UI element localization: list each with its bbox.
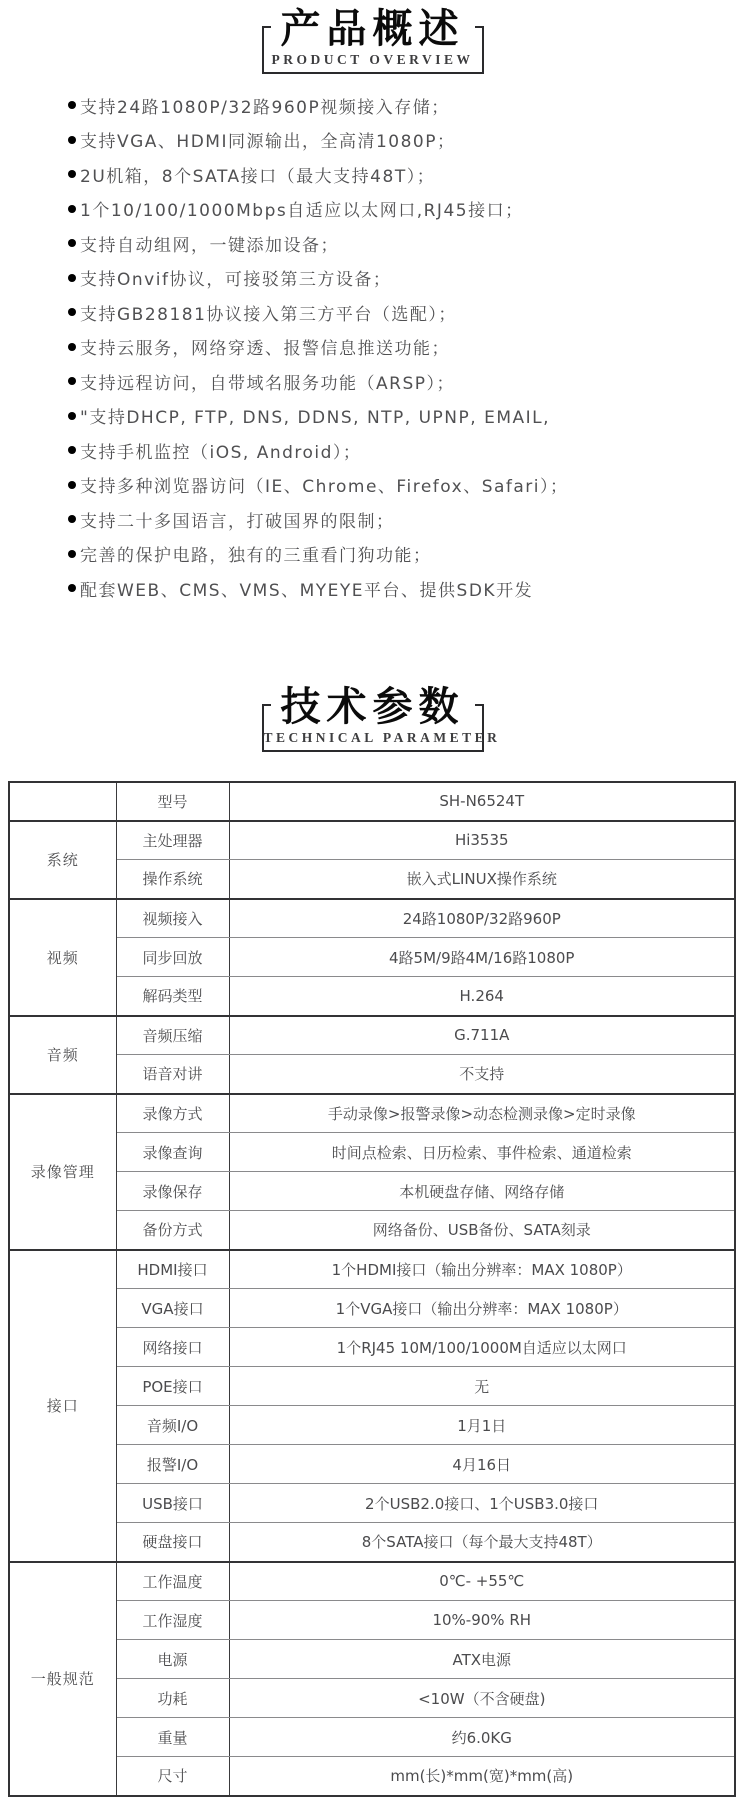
table-row xyxy=(9,1094,735,1133)
feature-item xyxy=(68,157,745,192)
spec-label-cell: 音频压缩 xyxy=(116,1016,229,1055)
spec-label-cell: 音频I/O xyxy=(116,1406,229,1445)
spec-value-cell: 4月16日 xyxy=(229,1445,735,1484)
feature-item xyxy=(68,571,745,606)
spec-value-cell: 时间点检索、日历检索、事件检索、通道检索 xyxy=(229,1133,735,1172)
feature-item xyxy=(68,123,745,158)
table-row xyxy=(9,1250,735,1289)
feature-item xyxy=(68,433,745,468)
spec-value-cell: G.711A xyxy=(229,1016,735,1055)
bullet-icon xyxy=(68,377,76,385)
table-row xyxy=(9,1523,735,1562)
table-row xyxy=(9,1640,735,1679)
feature-item xyxy=(68,537,745,572)
table-row xyxy=(9,1445,735,1484)
feature-text: 支持VGA、HDMI同源输出，全高清1080P； xyxy=(80,132,456,153)
bullet-icon xyxy=(68,481,76,489)
bullet-icon xyxy=(68,446,76,454)
spec-value-cell: 24路1080P/32路960P xyxy=(229,899,735,938)
table-row xyxy=(9,1211,735,1250)
spec-label-cell: 型号 xyxy=(116,782,229,821)
spec-category-cell: 录像管理 xyxy=(9,1094,116,1250)
spec-label-cell: 录像方式 xyxy=(116,1094,229,1133)
spec-category-cell: 一般规范 xyxy=(9,1562,116,1796)
bullet-icon xyxy=(68,308,76,316)
spec-value-cell: 0℃- +55℃ xyxy=(229,1562,735,1601)
table-row xyxy=(9,1289,735,1328)
table-row xyxy=(9,1055,735,1094)
spec-label-cell: 电源 xyxy=(116,1640,229,1679)
feature-list xyxy=(0,88,745,606)
spec-value-cell: 1个RJ45 10M/100/1000M自适应以太网口 xyxy=(229,1328,735,1367)
feature-item xyxy=(68,399,745,434)
table-row xyxy=(9,1679,735,1718)
feature-item xyxy=(68,261,745,296)
spec-value-cell: ATX电源 xyxy=(229,1640,735,1679)
feature-text: 支持24路1080P/32路960P视频接入存储； xyxy=(80,97,450,118)
spec-label-cell: 尺寸 xyxy=(116,1757,229,1796)
bullet-icon xyxy=(68,550,76,558)
bullet-icon xyxy=(68,136,76,144)
spec-value-cell: 1月1日 xyxy=(229,1406,735,1445)
table-row xyxy=(9,1328,735,1367)
bullet-icon xyxy=(68,170,76,178)
feature-text: 支持Onvif协议，可接驳第三方设备； xyxy=(80,270,392,291)
spec-label-cell: 录像查询 xyxy=(116,1133,229,1172)
feature-item xyxy=(68,226,745,261)
spec-value-cell: 手动录像>报警录像>动态检测录像>定时录像 xyxy=(229,1094,735,1133)
spec-label-cell: 主处理器 xyxy=(116,821,229,860)
spec-label-cell: 重量 xyxy=(116,1718,229,1757)
bullet-icon xyxy=(68,515,76,523)
spec-value-cell: 网络备份、USB备份、SATA刻录 xyxy=(229,1211,735,1250)
spec-value-cell: 约6.0KG xyxy=(229,1718,735,1757)
spec-label-cell: 语音对讲 xyxy=(116,1055,229,1094)
spec-category-cell: 接口 xyxy=(9,1250,116,1562)
table-row xyxy=(9,938,735,977)
table-row xyxy=(9,977,735,1016)
spec-label-cell: VGA接口 xyxy=(116,1289,229,1328)
spec-value-cell: H.264 xyxy=(229,977,735,1016)
spec-category-cell: 系统 xyxy=(9,821,116,899)
spec-value-cell: 1个VGA接口（输出分辨率：MAX 1080P） xyxy=(229,1289,735,1328)
feature-text: 支持自动组网，一键添加设备； xyxy=(80,235,339,256)
spec-label-cell: 录像保存 xyxy=(116,1172,229,1211)
table-row xyxy=(9,899,735,938)
feature-item xyxy=(68,502,745,537)
table-row xyxy=(9,1484,735,1523)
feature-text: 配套WEB、CMS、VMS、MYEYE平台、提供SDK开发 xyxy=(80,580,534,601)
bullet-icon xyxy=(68,584,76,592)
table-row xyxy=(9,860,735,899)
overview-subtitle: PRODUCT OVERVIEW xyxy=(271,52,474,67)
spec-value-cell: 2个USB2.0接口、1个USB3.0接口 xyxy=(229,1484,735,1523)
spec-label-cell: HDMI接口 xyxy=(116,1250,229,1289)
feature-text: 支持多种浏览器访问（IE、Chrome、Firefox、Safari）； xyxy=(80,477,569,498)
spec-label-cell: 操作系统 xyxy=(116,860,229,899)
overview-title: 产品概述 xyxy=(271,7,475,51)
spec-label-cell: 报警I/O xyxy=(116,1445,229,1484)
table-row xyxy=(9,1562,735,1601)
feature-item xyxy=(68,295,745,330)
spec-label-cell: POE接口 xyxy=(116,1367,229,1406)
spec-value-cell: SH-N6524T xyxy=(229,782,735,821)
spec-label-cell: 解码类型 xyxy=(116,977,229,1016)
spec-label-cell: 硬盘接口 xyxy=(116,1523,229,1562)
table-row xyxy=(9,1016,735,1055)
spec-value-cell: 4路5M/9路4M/16路1080P xyxy=(229,938,735,977)
feature-text: 支持手机监控（iOS, Android）； xyxy=(80,442,362,463)
specs-title: 技术参数 xyxy=(271,685,475,729)
spec-label-cell: 视频接入 xyxy=(116,899,229,938)
spec-value-cell: 嵌入式LINUX操作系统 xyxy=(229,860,735,899)
feature-text: 支持GB28181协议接入第三方平台（选配）； xyxy=(80,304,457,325)
spec-value-cell: 无 xyxy=(229,1367,735,1406)
spec-table-body xyxy=(9,782,735,1796)
spec-table xyxy=(8,781,736,1797)
spec-value-cell: Hi3535 xyxy=(229,821,735,860)
spec-category-cell: 音频 xyxy=(9,1016,116,1094)
table-row xyxy=(9,821,735,860)
spec-label-cell: 备份方式 xyxy=(116,1211,229,1250)
bullet-icon xyxy=(68,239,76,247)
table-row xyxy=(9,1718,735,1757)
spec-value-cell: 1个HDMI接口（输出分辨率：MAX 1080P） xyxy=(229,1250,735,1289)
bullet-icon xyxy=(68,412,76,420)
feature-item xyxy=(68,364,745,399)
spec-label-cell: 功耗 xyxy=(116,1679,229,1718)
feature-item xyxy=(68,468,745,503)
table-row xyxy=(9,1367,735,1406)
spec-category-cell: 视频 xyxy=(9,899,116,1016)
table-row xyxy=(9,1406,735,1445)
specs-title-box xyxy=(262,683,501,752)
spec-label-cell: 同步回放 xyxy=(116,938,229,977)
feature-text: 2U机箱，8个SATA接口（最大支持48T）； xyxy=(80,166,436,187)
feature-text: 支持远程访问，自带域名服务功能（ARSP）； xyxy=(80,373,455,394)
bullet-icon xyxy=(68,205,76,213)
spec-category-cell xyxy=(9,782,116,821)
bullet-icon xyxy=(68,343,76,351)
feature-text: 1个10/100/1000Mbps自适应以太网口,RJ45接口； xyxy=(80,201,524,222)
spec-label-cell: USB接口 xyxy=(116,1484,229,1523)
table-row xyxy=(9,782,735,821)
feature-item xyxy=(68,192,745,227)
table-row xyxy=(9,1172,735,1211)
table-row xyxy=(9,1133,735,1172)
bullet-icon xyxy=(68,101,76,109)
feature-text: 完善的保护电路，独有的三重看门狗功能； xyxy=(80,546,432,567)
overview-title-box xyxy=(262,6,484,74)
feature-item xyxy=(68,330,745,365)
bullet-icon xyxy=(68,274,76,282)
spec-label-cell: 工作温度 xyxy=(116,1562,229,1601)
table-row xyxy=(9,1757,735,1796)
feature-text: "支持DHCP, FTP, DNS, DDNS, NTP, UPNP, EMAIL, xyxy=(80,408,551,429)
spec-value-cell: <10W（不含硬盘) xyxy=(229,1679,735,1718)
spec-value-cell: 本机硬盘存储、网络存储 xyxy=(229,1172,735,1211)
feature-text: 支持云服务，网络穿透、报警信息推送功能； xyxy=(80,339,450,360)
specs-header xyxy=(0,683,745,752)
spec-label-cell: 网络接口 xyxy=(116,1328,229,1367)
spec-label-cell: 工作湿度 xyxy=(116,1601,229,1640)
spec-value-cell: 不支持 xyxy=(229,1055,735,1094)
table-row xyxy=(9,1601,735,1640)
spec-value-cell: mm(长)*mm(宽)*mm(高) xyxy=(229,1757,735,1796)
feature-text: 支持二十多国语言，打破国界的限制； xyxy=(80,511,395,532)
specs-subtitle: TECHNICAL PARAMETER xyxy=(263,729,501,745)
spec-value-cell: 8个SATA接口（每个最大支持48T） xyxy=(229,1523,735,1562)
spec-value-cell: 10%-90% RH xyxy=(229,1601,735,1640)
overview-header xyxy=(0,6,745,74)
feature-item xyxy=(68,88,745,123)
